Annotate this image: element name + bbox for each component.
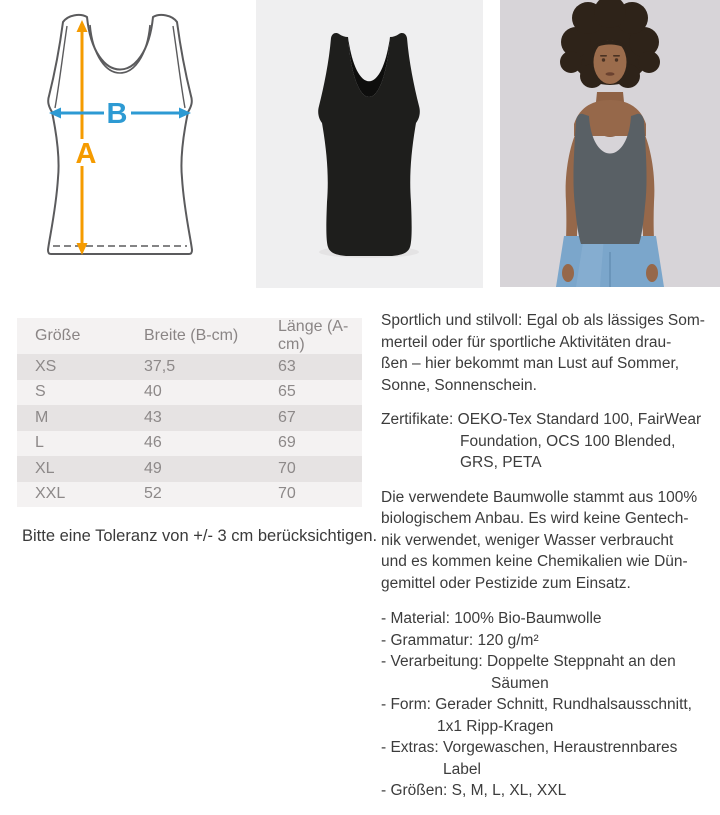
description-line: ßen – hier bekommt man Lust auf Sommer,	[381, 355, 680, 372]
size-table-cell: 67	[278, 408, 296, 426]
description-line: - Grammatur: 120 g/m²	[381, 631, 539, 649]
size-table-header-cell: Größe	[17, 318, 126, 354]
size-table-cell: 70	[278, 485, 296, 503]
size-table-row	[17, 431, 362, 457]
description-line: Sonne, Sonnenschein.	[381, 376, 537, 394]
size-table-cell: XS	[35, 357, 57, 375]
description-paragraph	[381, 310, 715, 396]
model-face	[594, 40, 627, 84]
description-line: nik verwendet, weniger Wasser verbraucht	[381, 531, 674, 549]
description-line: Label	[443, 760, 481, 778]
size-table-row	[17, 405, 362, 431]
product-description	[381, 310, 715, 815]
description-line: Säumen	[491, 674, 549, 692]
size-table-cell: 49	[144, 459, 162, 477]
tank-outline	[48, 15, 192, 254]
size-table-cell: S	[35, 383, 46, 401]
description-line: - Verarbeitung: Doppelte Steppnaht an den	[381, 653, 676, 670]
size-table-row	[17, 354, 362, 380]
description-line: - Größen: S, M, L, XL, XXL	[381, 782, 567, 799]
description-line: Zertifikate: OEKO-Tex Standard 100, FairWear	[381, 411, 702, 428]
size-table-cell: 43	[144, 408, 162, 426]
description-line: merteil oder für sportliche Aktivitäten drau-	[381, 333, 672, 351]
size-table-cell: 65	[278, 383, 296, 401]
size-table-body	[17, 354, 362, 507]
size-table-row	[17, 456, 362, 482]
size-table-cell: 69	[278, 434, 296, 452]
size-table-header-cell: Länge (A-cm)	[260, 318, 362, 354]
description-line: - Material: 100% Bio-Baumwolle	[381, 610, 602, 627]
size-table-cell: 63	[278, 357, 296, 375]
description-paragraph	[381, 409, 715, 474]
description-line: 1x1 Ripp-Kragen	[437, 717, 554, 735]
model-wearing-tank-top-photo	[500, 0, 720, 287]
size-table	[17, 318, 362, 507]
tolerance-note: Bitte eine Toleranz von +/- 3 cm berücksichtigen.	[22, 527, 378, 545]
size-table-cell: 40	[144, 383, 162, 401]
description-line: Foundation, OCS 100 Blended,	[460, 432, 676, 450]
model-right-hand	[646, 264, 658, 282]
size-table-row	[17, 482, 362, 508]
size-table-cell: XL	[35, 459, 55, 477]
black-tank-top-photo	[256, 0, 483, 288]
description-line: GRS, PETA	[460, 454, 542, 471]
size-table-cell: 70	[278, 459, 296, 477]
description-line: - Form: Gerader Schnitt, Rundhalsausschnitt,	[381, 696, 692, 713]
size-table-cell: M	[35, 408, 49, 426]
tank-top-measurement-drawing	[20, 0, 240, 290]
size-table-cell: 46	[144, 434, 162, 452]
description-paragraph	[381, 487, 715, 595]
product-attributes-list	[381, 608, 715, 802]
description-line: biologischem Anbau. Es wird keine Gentech-	[381, 510, 689, 527]
size-table-cell: 52	[144, 485, 162, 503]
description-line: - Extras: Vorgewaschen, Heraustrennbares	[381, 739, 678, 756]
model-left-hand	[562, 264, 574, 282]
size-table-header-cell: Breite (B-cm)	[126, 318, 260, 354]
width-label-b: B	[106, 98, 128, 130]
description-line: gemittel oder Pestizide zum Einsatz.	[381, 574, 631, 592]
size-table-cell: L	[35, 434, 44, 452]
length-label-a: A	[75, 138, 97, 170]
size-table-cell: 37,5	[144, 357, 176, 375]
product-photo-flat[interactable]	[256, 0, 483, 288]
description-line: Die verwendete Baumwolle stammt aus 100%	[381, 488, 698, 506]
description-line: und es kommen keine Chemikalien wie Dün-	[381, 553, 688, 570]
description-line: Sportlich und stilvoll: Egal ob als lässiges Som-	[381, 312, 705, 329]
size-table-row	[17, 380, 362, 406]
product-photo-model[interactable]	[500, 0, 720, 287]
size-table-cell: XXL	[35, 485, 66, 503]
measurement-diagram-image[interactable]	[20, 0, 240, 290]
size-table-head	[17, 318, 362, 354]
size-table-header-row	[17, 318, 362, 354]
